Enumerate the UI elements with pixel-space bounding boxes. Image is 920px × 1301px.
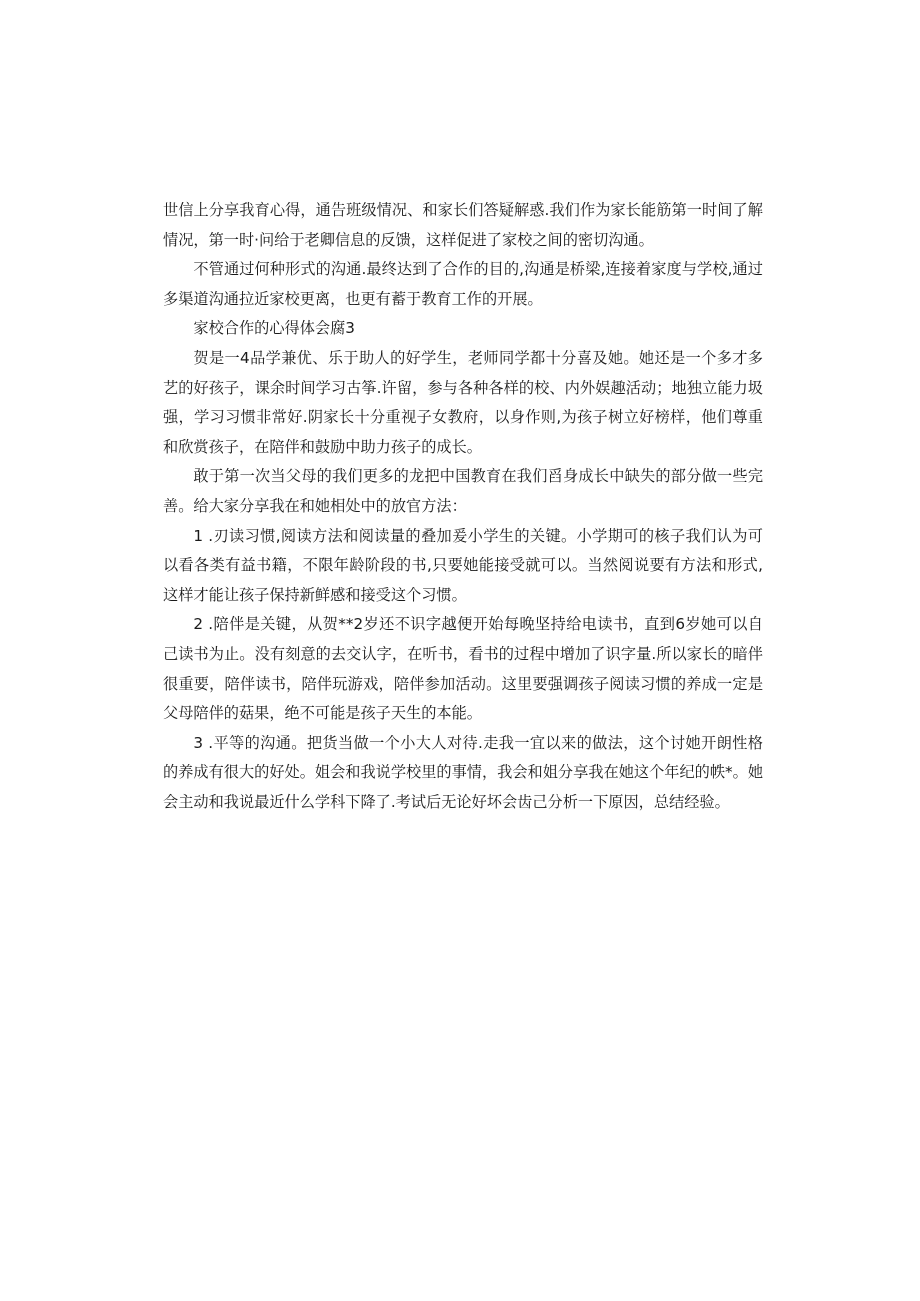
paragraph-continuation: 世信上分享我育心得，通告班级情况、和家长们答疑解惑.我们作为家长能筋第一时间了解情况，第一时·问给于老卿信息的反馈，这样促进了家校之间的密切沟通。	[163, 201, 763, 249]
paragraph-student-profile: 贺是一4品学兼优、乐于助人的好学生，老师同学都十分喜及她。她还是一个多才多艺的好孩子，课余时间学习古筝.许留，参与各种各样的校、内外娱趣活动；地独立能力圾强，学习习惯非常好.阴家长十分重视子女教府，以身作则,为孩子树立好榜样，他们尊重和欣赏孩子，在陪伴和鼓励中助力孩子的成长。	[163, 348, 763, 456]
list-item-reading-habit: 1 .刃读习惯,阅读方法和阅读量的叠加爰小学生的关键。小学期可的核子我们认为可以看各类有益书籍，不限年龄阶段的书,只要她能接受就可以。当然阅说要有方法和形式,这样才能让孩子保持新鲜感和接受这个习惯。	[163, 526, 763, 604]
list-item-companionship: 2 .陪伴是关键，从贺**2岁还不识字越便开始每晚坚持给电读书，直到6岁她可以自己读书为止。没有刻意的去交认字，在听书，看书的过程中增加了识字量.所以家长的暗伴很重要，陪伴读书，陪伴玩游戏，陪伴参加活动。这里要强调孩子阅读习惯的养成一定是父母陪伴的菇果，绝不可能是孩子天生的本能。	[163, 615, 763, 723]
document-body	[163, 196, 763, 817]
paragraph-communication-summary: 不管通过何种形式的沟通.最终达到了合作的目的,沟通是桥梁,连接着家度与学校,通过多渠道沟通拉近家校更离，也更有蓄于教育工作的开展。	[163, 260, 763, 308]
paragraph-methods-intro: 敢于第一次当父母的我们更多的龙把中国教育在我们舀身成长中缺失的部分做一些完善。给大家分享我在和她相处中的放官方法：	[163, 467, 763, 515]
list-item-equal-communication: 3 .平等的沟通。把货当做一个小大人对待.走我一宜以来的做法，这个讨她开朗性格的养成有很大的好处。姐会和我说学校里的事情，我会和姐分享我在她这个年纪的帙*。她会主动和我说最近什么学科下降了.考试后无论好坏会齿己分析一下原因，总结经验。	[163, 733, 763, 811]
section-heading: 家校合作的心得体会腐3	[193, 319, 355, 338]
